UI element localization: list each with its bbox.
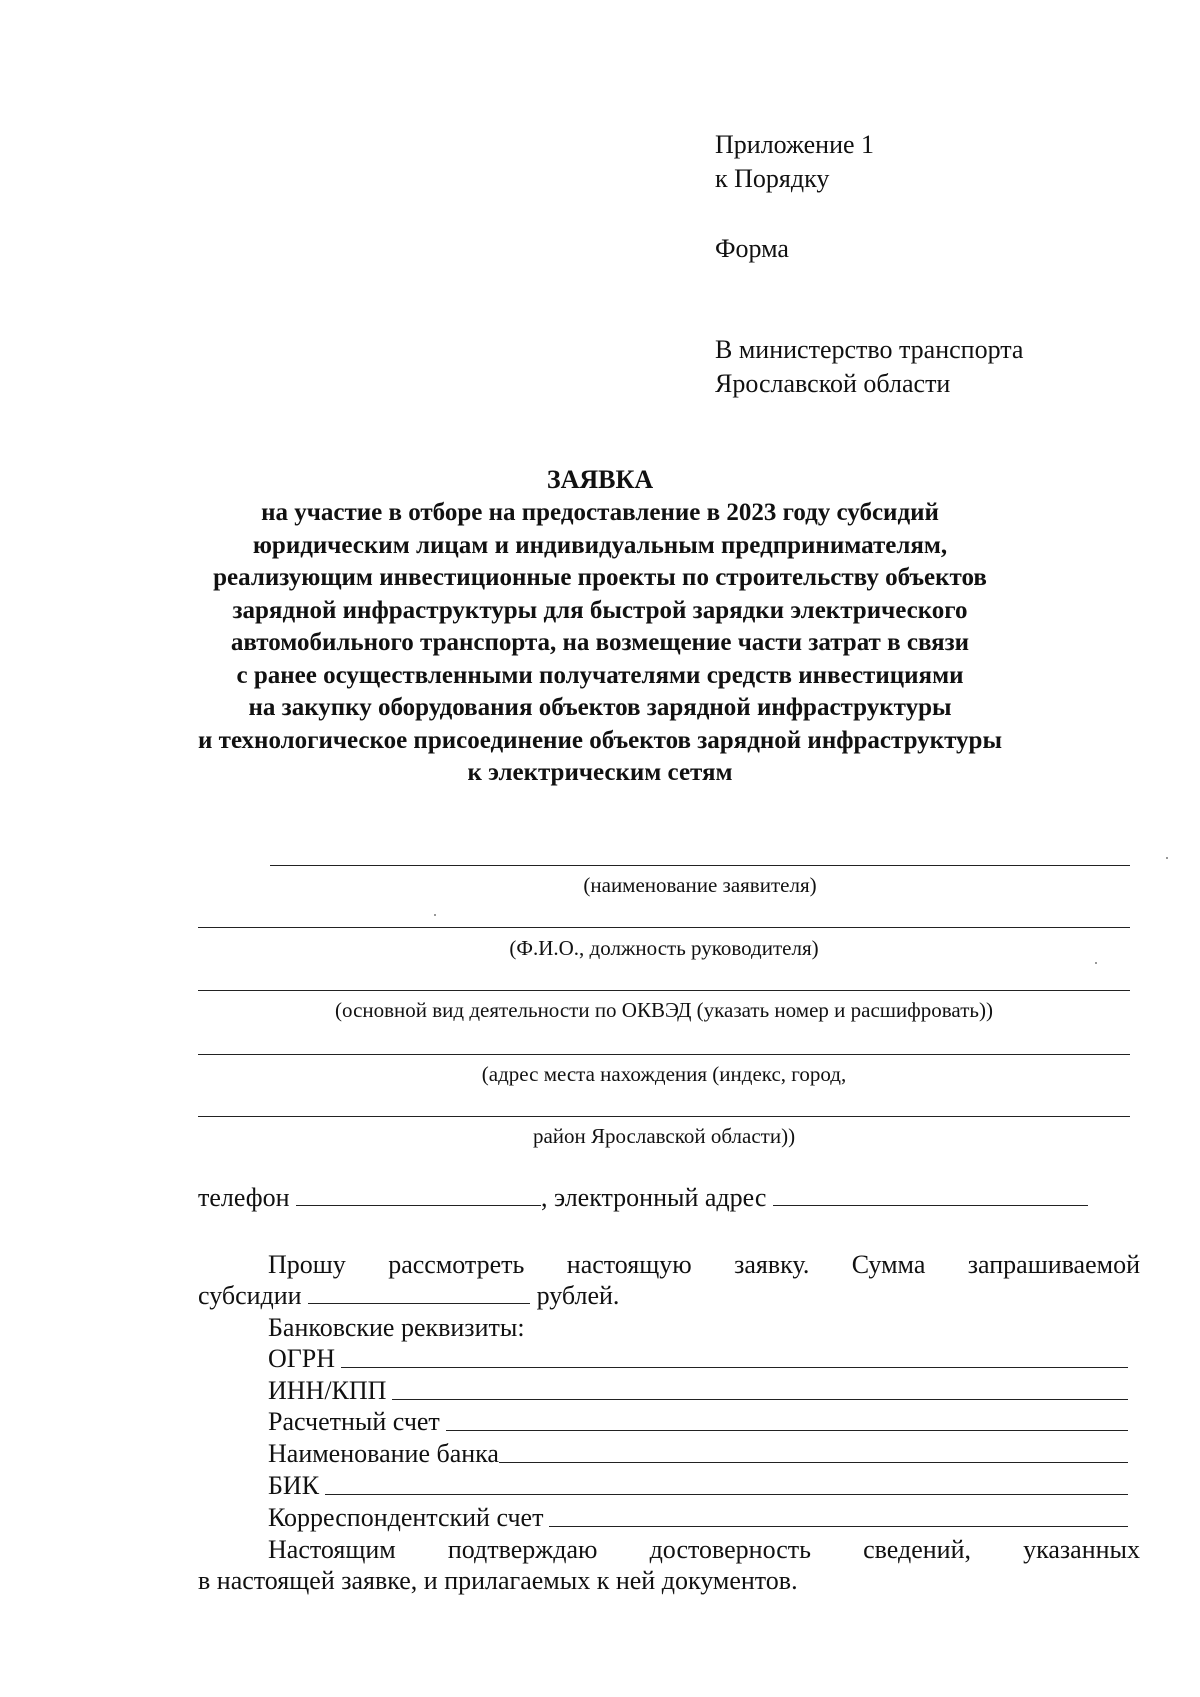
subtitle-line: зарядной инфраструктуры для быстрой зарядки электрического (232, 596, 968, 624)
request-word: запрашиваемой (967, 1250, 1141, 1279)
request-word: Прошу (268, 1250, 346, 1279)
confirmation-word: подтверждаю (447, 1535, 598, 1564)
subtitle-line: юридическим лицам и индивидуальным предпринимателям, (252, 531, 948, 559)
bank-name-field[interactable] (499, 1440, 1128, 1463)
corr-account-row (268, 1503, 1128, 1533)
account-row (268, 1407, 1128, 1437)
subsidy-label: субсидии (198, 1281, 302, 1310)
bik-row (268, 1471, 1128, 1501)
director-field[interactable] (198, 927, 1130, 928)
scan-speck (434, 914, 436, 916)
subtitle-line: реализующим инвестиционные проекты по строительству объектов (213, 564, 987, 591)
subtitle-line: к электрическим сетям (467, 759, 733, 786)
applicant-name-caption: (наименование заявителя) (583, 873, 817, 897)
phone-field[interactable] (296, 1183, 541, 1206)
document-title: ЗАЯВКА (546, 465, 654, 494)
applicant-name-field[interactable] (270, 865, 1130, 866)
inn-kpp-field[interactable] (392, 1377, 1128, 1400)
addressee-line-1: В министерство транспорта (715, 335, 1024, 364)
subtitle-line: на участие в отборе на предоставление в 2023 году субсидий (261, 499, 939, 526)
corr-account-label: Корреспондентский счет (268, 1503, 544, 1532)
request-word: Сумма (851, 1250, 926, 1279)
addressee-line-2: Ярославской области (715, 369, 951, 398)
account-label: Расчетный счет (268, 1407, 440, 1436)
confirmation-word: указанных (1023, 1535, 1140, 1564)
subsidy-row (198, 1281, 619, 1311)
subtitle-line: автомобильного транспорта, на возмещение части затрат в связи (230, 629, 970, 656)
email-field[interactable] (773, 1183, 1088, 1206)
form-label: Форма (715, 234, 789, 263)
annex-number: Приложение 1 (715, 130, 875, 159)
director-caption: (Ф.И.О., должность руководителя) (509, 936, 819, 960)
scan-speck (1095, 962, 1097, 964)
request-line-1 (268, 1250, 1140, 1280)
confirmation-word: Настоящим (268, 1535, 396, 1564)
annex-reference (715, 128, 874, 196)
inn-kpp-label: ИНН/КПП (268, 1376, 387, 1405)
contacts-row (198, 1183, 1088, 1213)
account-field[interactable] (446, 1408, 1128, 1431)
okved-field[interactable] (198, 990, 1130, 991)
confirmation-word: достоверность (649, 1535, 811, 1564)
currency-label: рублей. (536, 1281, 620, 1310)
document-subtitle (50, 497, 1150, 790)
bik-field[interactable] (325, 1472, 1128, 1495)
okved-caption: (основной вид деятельности по ОКВЭД (указать номер и расшифровать)) (335, 998, 993, 1022)
subtitle-line: на закупку оборудования объектов зарядной инфраструктуры (248, 694, 952, 721)
corr-account-field[interactable] (549, 1504, 1128, 1527)
ogrn-label: ОГРН (268, 1344, 336, 1373)
ogrn-row (268, 1344, 1128, 1374)
scan-speck (1166, 857, 1168, 859)
request-word: настоящую (566, 1250, 692, 1279)
inn-kpp-row (268, 1376, 1128, 1406)
address-field-1[interactable] (198, 1054, 1130, 1055)
address-caption-1: (адрес места нахождения (индекс, город, (481, 1062, 847, 1086)
address-caption-2: район Ярославской области)) (532, 1124, 796, 1148)
addressee (715, 333, 1023, 401)
bank-heading: Банковские реквизиты: (268, 1313, 525, 1342)
request-word: рассмотреть (388, 1250, 525, 1279)
confirmation-word: сведений, (863, 1535, 971, 1564)
confirmation-line-1 (268, 1535, 1140, 1565)
request-word: заявку. (734, 1250, 810, 1279)
subsidy-amount-field[interactable] (308, 1281, 530, 1304)
bank-name-row (268, 1439, 1128, 1469)
bank-name-label: Наименование банка (268, 1439, 499, 1468)
bik-label: БИК (268, 1471, 320, 1500)
annex-order: к Порядку (715, 164, 830, 193)
email-label: , электронный адрес (541, 1183, 767, 1212)
ogrn-field[interactable] (341, 1345, 1128, 1368)
phone-label: телефон (198, 1183, 290, 1212)
address-field-2[interactable] (198, 1116, 1130, 1117)
subtitle-line: с ранее осуществленными получателями средств инвестициями (236, 661, 964, 689)
confirmation-line-2: в настоящей заявке, и прилагаемых к ней документов. (198, 1566, 798, 1595)
subtitle-line: и технологическое присоединение объектов зарядной инфраструктуры (198, 726, 1002, 754)
